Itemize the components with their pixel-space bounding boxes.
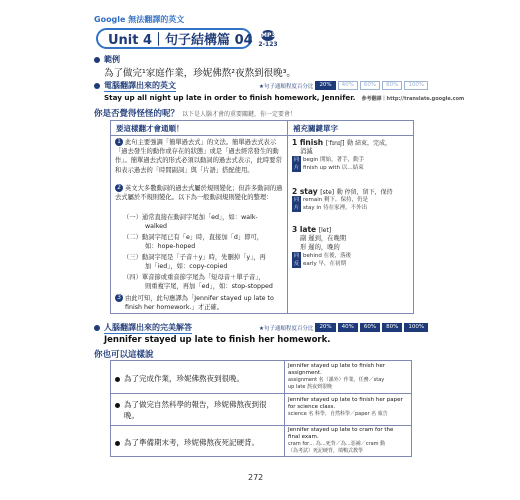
rating-100: 100% bbox=[404, 323, 428, 332]
source-note: 參考翻譯｜http://translate.google.com bbox=[361, 96, 465, 102]
book-header: Google 無法翻譯的英文 bbox=[94, 15, 185, 24]
rating-60: 60% bbox=[360, 81, 380, 90]
rating-label: ★句子通順程度百分比 bbox=[259, 83, 314, 90]
note-point-1: 1 此句主要強調「簡單過去式」的文法。簡單過去式表示「過去發生的動作或存在的狀態」或是「過去經常發生的動作」。簡單過去式的形式必須以動詞的過去式表示，此時要常和表示過去的「時間副詞」與「片語」搭配使用。 bbox=[115, 138, 282, 174]
bullet-icon bbox=[94, 83, 100, 89]
alt-3-zh: 為了準備期末考，珍妮佛熬夜死記硬背。 bbox=[115, 437, 259, 448]
rating-80: 80% bbox=[382, 323, 402, 332]
unit-title: Unit 4｜句子結構篇 04 bbox=[108, 33, 253, 48]
rating-20: 20% bbox=[315, 81, 335, 90]
note-point-2: 2 英文大多數動詞的過去式屬於規則變化；但許多動詞的過去式屬於不規則變化。以下為一般動詞規則變化的整理： bbox=[115, 184, 283, 202]
alt-2-en: Jennifer stayed up late to finish her paper for science class. science 名 科學，自然科學／paper 名 報告 bbox=[288, 397, 403, 417]
cd-icon: MP3 bbox=[261, 32, 276, 39]
alternatives-heading: 你也可以這樣說 bbox=[94, 350, 154, 360]
alt-1-en: Jennifer stayed up late to finish her assignment. assignment 名（課外）作業，任務／stay up late 熬夜到很晚 bbox=[288, 363, 385, 390]
page-number: 272 bbox=[248, 473, 264, 482]
example-sentence: 為了做完¹家庭作業，珍妮佛熬²夜熬到很晚³。 bbox=[104, 68, 296, 79]
alt-1-zh: 為了完成作業，珍妮佛熬夜到很晚。 bbox=[115, 373, 244, 384]
rating-40: 40% bbox=[338, 323, 358, 332]
rating-40: 40% bbox=[338, 81, 358, 90]
vocab-header: 補充關鍵單字 bbox=[293, 124, 338, 133]
rating-60: 60% bbox=[360, 323, 380, 332]
rule-2: （二）動詞字尾已有「e」時，直接加「d」即可， 如：hope-hoped bbox=[123, 234, 264, 251]
vocab-stay: 2 stay [ste] 動 停留，留下，保持 同 remain 剩下，保持，仍是 片 stay in 待在家裡，不外出 bbox=[292, 187, 393, 211]
rating-80: 80% bbox=[382, 81, 402, 90]
grammar-header: 要這樣翻才會通順！ bbox=[116, 124, 184, 133]
bullet-icon bbox=[94, 57, 100, 63]
note-point-3: 3 由此可知，此句應譯為「Jennifer stayed up late to finish her homework.」才正確。 bbox=[115, 294, 285, 312]
unit-title-pill bbox=[96, 28, 252, 49]
human-rating bbox=[259, 323, 428, 332]
human-answer: Jennifer stayed up late to finish her homework. bbox=[104, 335, 331, 345]
notes-box bbox=[110, 120, 414, 314]
track-number: 2-123 bbox=[258, 41, 278, 48]
vocab-finish: 1 finish [ˈfɪnɪʃ] 動 結束，完成， 消滅 同 begin 開始，著手，動手 片 finish up with 以…結束 bbox=[292, 138, 392, 171]
audio-track[interactable] bbox=[256, 30, 280, 50]
alt-2-zh: 為了做完自然科學的報告，珍妮佛熬夜到很 晚。 bbox=[115, 399, 267, 421]
example-heading: 範例 bbox=[94, 54, 120, 65]
machine-translation: Stay up all night up late in order to finish homework, Jennifer. 參考翻譯｜http://translate.google.com bbox=[104, 93, 465, 102]
alternatives-table bbox=[110, 360, 412, 457]
rule-4: （四）單音節或重音節字尾為「短母音＋單子音」， 則重複字尾，再加「ed」，如：stop-stopped bbox=[123, 274, 273, 291]
rating-100: 100% bbox=[404, 81, 428, 90]
rating-20: 20% bbox=[315, 323, 335, 332]
human-heading: 人腦翻譯出來的完美解答 bbox=[94, 322, 192, 334]
question-heading: 你是否覺得怪怪的呢？ 以下是人腦才會的重要關鍵，你一定要會！ bbox=[94, 109, 297, 119]
machine-rating bbox=[259, 81, 428, 90]
rule-3: （三）動詞字尾是「子音＋y」時，先刪掉「y」，再 加「ied」，如：copy-copied bbox=[123, 254, 266, 271]
machine-heading: 電腦翻譯出來的英文 bbox=[94, 80, 176, 92]
vocab-late: 3 late [let] 副 遲到，在晚期 形 遲的，晚的 同 behind 在後，落後 反 early 早，在初期 bbox=[292, 225, 352, 267]
bullet-icon bbox=[94, 325, 100, 331]
alt-3-en: Jennifer stayed up late to cram for the final exam. cram for… 為…死背／為…惡補／cram 動 （為考試）死記硬背，填鴨式教學 bbox=[288, 427, 394, 454]
rule-1: （一）通常直接在動詞字尾加「ed」，如：walk- walked bbox=[123, 214, 258, 231]
rating-label: ★句子通順程度百分比 bbox=[259, 325, 314, 332]
